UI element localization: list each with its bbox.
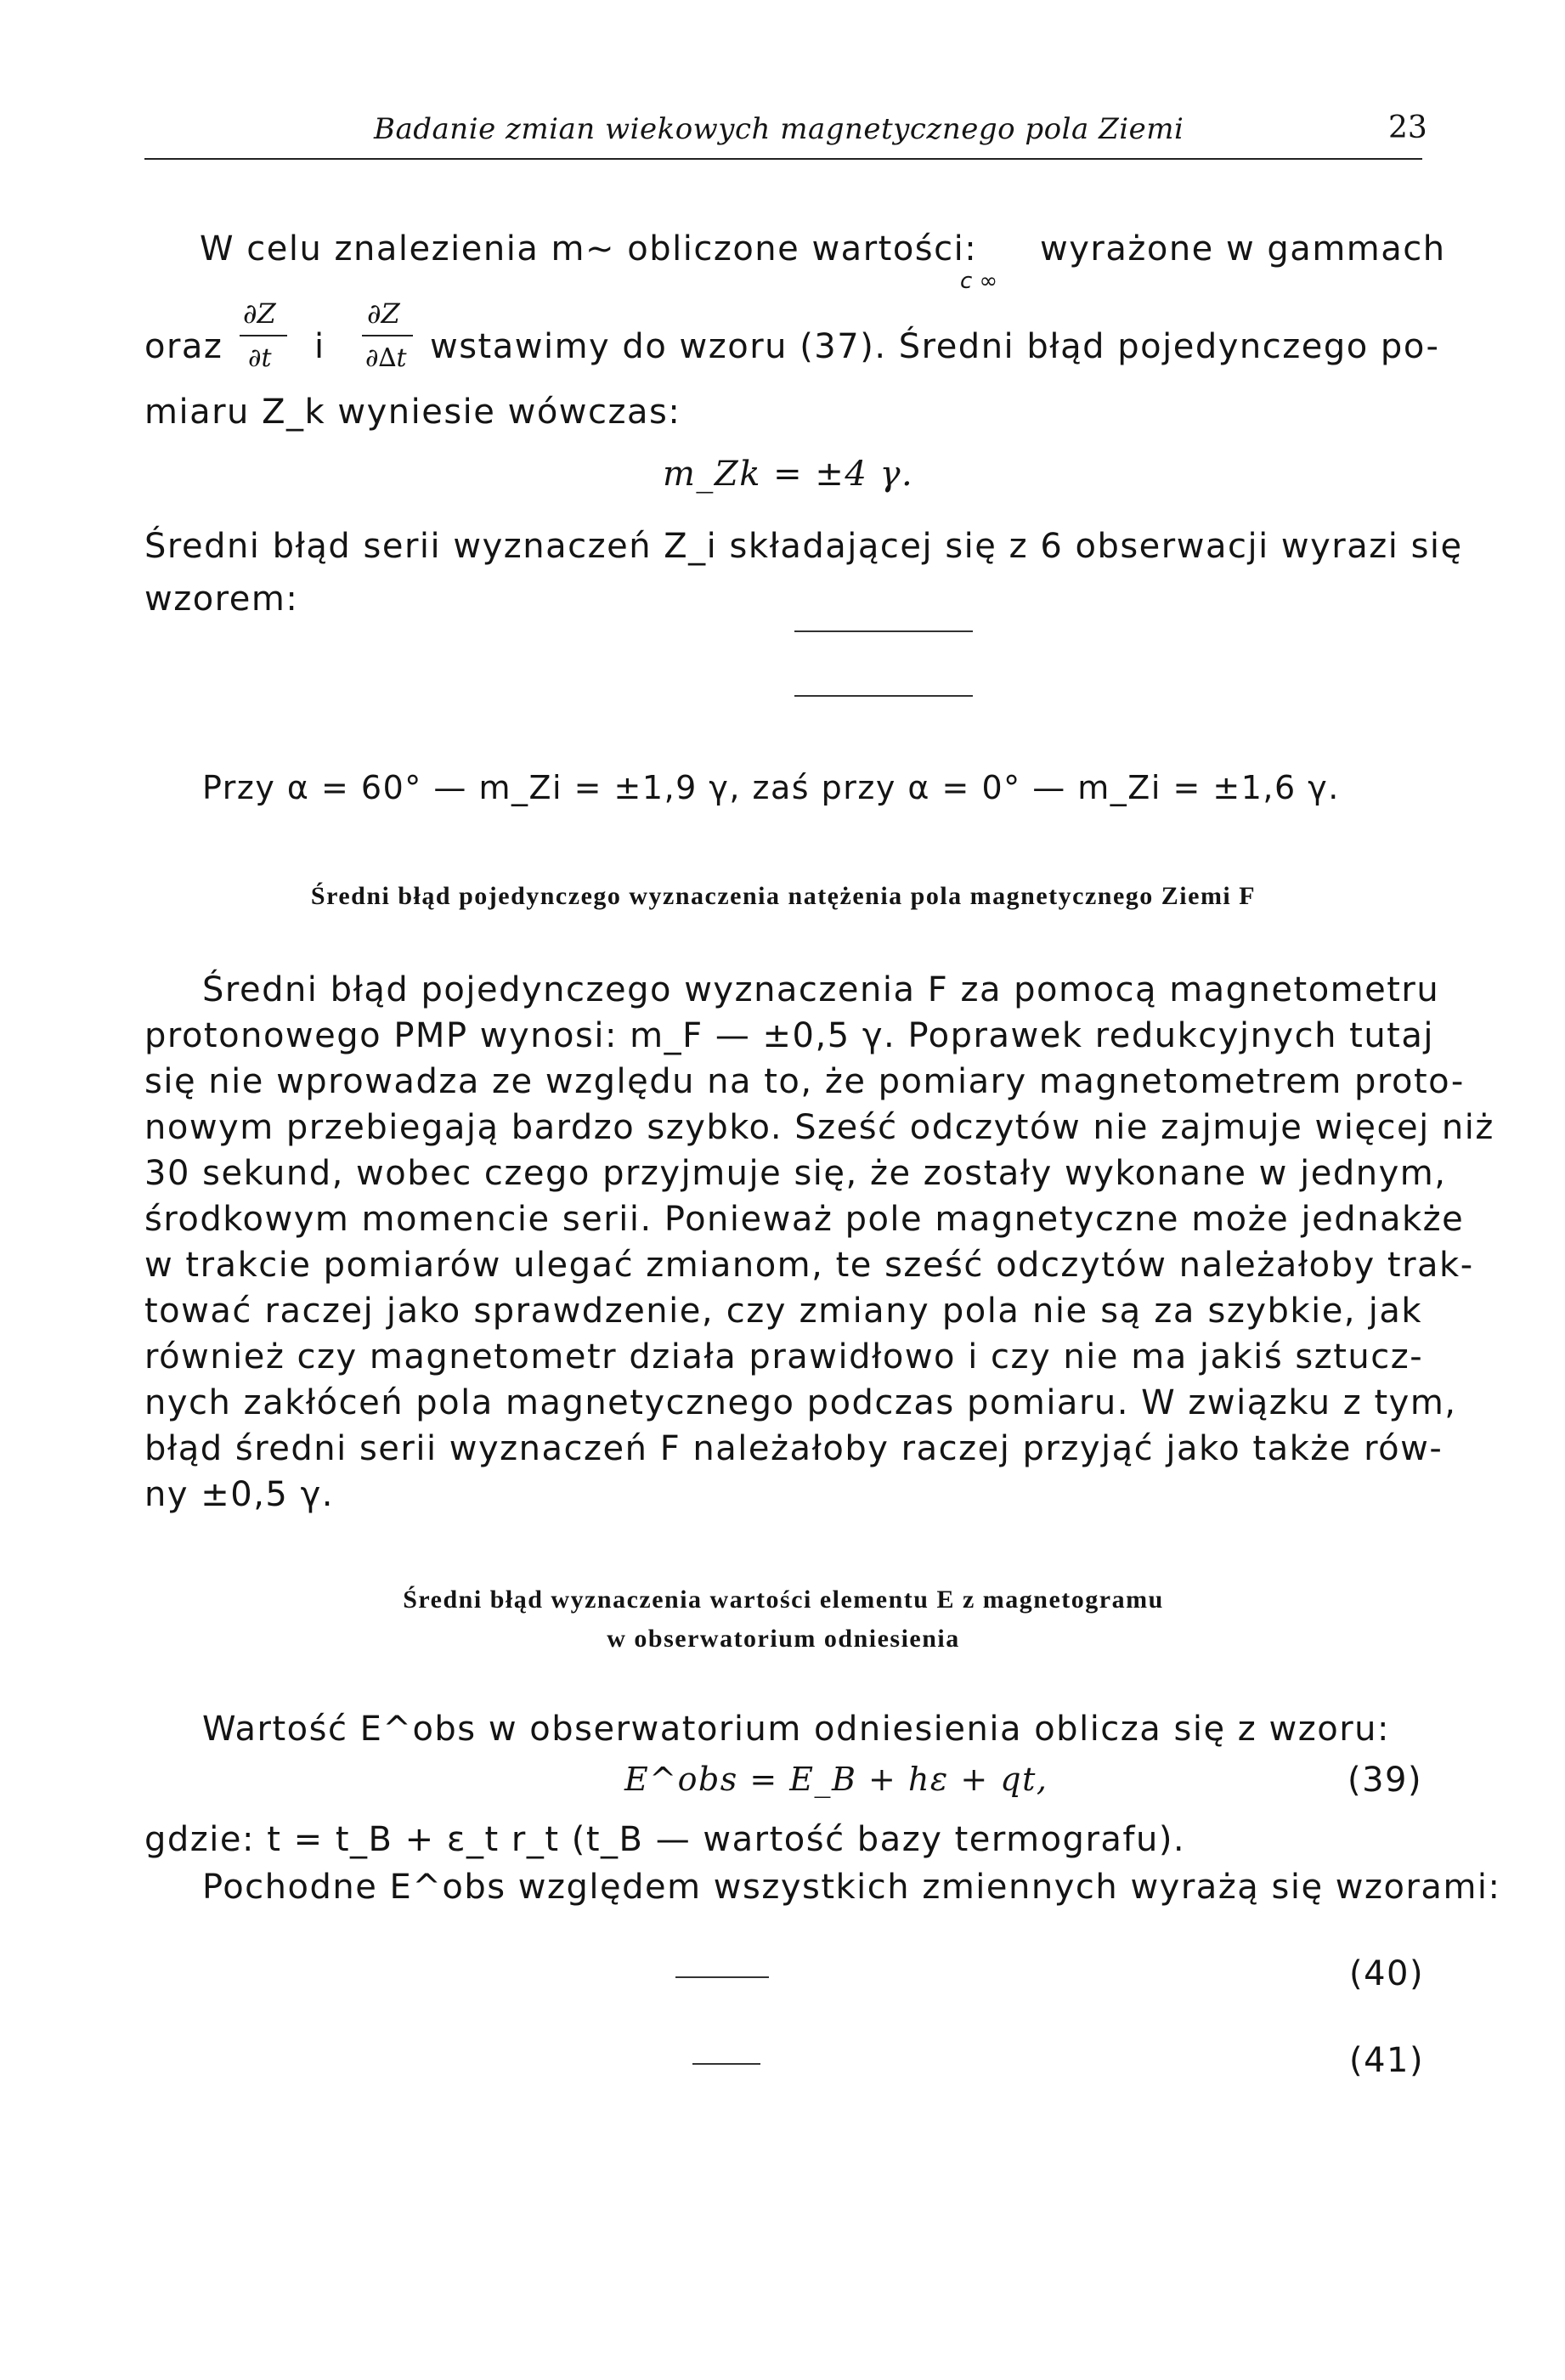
paragraph-line: błąd średni serii wyznaczeń F należałoby raczej przyjąć jako także rów-	[144, 1429, 1444, 1468]
paragraph-line: w trakcie pomiarów ulegać zmianom, te sześć odczytów należałoby trak-	[144, 1246, 1474, 1285]
omitted-formula-line	[794, 695, 973, 697]
paragraph-line: tować raczej jako sprawdzenie, czy zmiany pola nie są za szybkie, jak	[144, 1292, 1422, 1331]
fraction-denominator: ∂t	[248, 343, 272, 373]
paragraph-line: miaru Z_k wyniesie wówczas:	[144, 393, 681, 432]
section-heading-line1: Średni błąd wyznaczenia wartości elementu E z magnetogramu	[403, 1586, 1164, 1614]
paragraph-line: nych zakłóceń pola magnetycznego podczas pomiaru. W związku z tym,	[144, 1383, 1457, 1422]
fraction-subscript: c ∞	[960, 269, 998, 294]
paragraph-line: protonowego PMP wynosi: m_F — ±0,5 γ. Poprawek redukcyjnych tutaj	[144, 1016, 1434, 1055]
paragraph-line: wzorem:	[144, 579, 299, 619]
page-number: 23	[1388, 110, 1427, 145]
omitted-formula-line	[794, 630, 973, 632]
paragraph-line: środkowym momencie serii. Ponieważ pole magnetyczne może jednakże	[144, 1200, 1465, 1239]
paragraph-line: nowym przebiegają bardzo szybko. Sześć odczytów nie zajmuje więcej niż	[144, 1108, 1494, 1147]
fraction-numerator: ∂Z	[243, 297, 276, 330]
equation-number: (40)	[1349, 1954, 1425, 1993]
fraction-denominator: ∂∆t	[365, 343, 407, 373]
formula-mzk: m_Zk = ±4 γ.	[663, 455, 914, 494]
omitted-formula-line	[675, 1976, 769, 1978]
paragraph-line: wyrażone w gammach	[1040, 229, 1446, 269]
equation-number: (41)	[1349, 2041, 1425, 2080]
paragraph-line: Pochodne E^obs względem wszystkich zmiennych wyrażą się wzorami:	[202, 1868, 1501, 1907]
result-line: Przy α = 60° — m_Zi = ±1,9 γ, zaś przy α = 0° — m_Zi = ±1,6 γ.	[202, 769, 1340, 806]
section-heading: Średni błąd pojedynczego wyznaczenia natężenia pola magnetycznego Ziemi F	[310, 882, 1257, 910]
omitted-formula-line	[692, 2063, 760, 2065]
paragraph-line: 30 sekund, wobec czego przyjmuje się, że zostały wykonane w jednym,	[144, 1154, 1447, 1193]
paragraph-word: oraz	[144, 327, 223, 366]
fraction-bar	[362, 335, 413, 336]
paragraph-line: ny ±0,5 γ.	[144, 1475, 334, 1514]
paragraph-line: wstawimy do wzoru (37). Średni błąd pojedynczego po-	[430, 327, 1440, 366]
fraction-numerator: ∂Z	[367, 297, 400, 330]
running-title: Badanie zmian wiekowych magnetycznego pola Ziemi	[374, 112, 1184, 146]
paragraph-line: Średni błąd pojedynczego wyznaczenia F za pomocą magnetometru	[202, 970, 1440, 1009]
header-rule	[144, 158, 1422, 160]
formula-39: E^obs = E_B + hε + qt,	[624, 1761, 1048, 1798]
paragraph-line: się nie wprowadza ze względu na to, że pomiary magnetometrem proto-	[144, 1062, 1465, 1101]
fraction-bar	[240, 335, 287, 336]
paragraph-line: Wartość E^obs w obserwatorium odniesienia oblicza się z wzoru:	[202, 1710, 1390, 1749]
paragraph-line: Średni błąd serii wyznaczeń Z_i składającej się z 6 obserwacji wyrazi się	[144, 527, 1463, 566]
section-heading-line2: w obserwatorium odniesienia	[607, 1625, 960, 1653]
paragraph-line: W celu znalezienia m~ obliczone wartości:	[200, 229, 978, 269]
paragraph-line: również czy magnetometr działa prawidłowo i czy nie ma jakiś sztucz-	[144, 1337, 1424, 1377]
paragraph-word: i	[314, 327, 325, 366]
paragraph-line: gdzie: t = t_B + ε_t r_t (t_B — wartość bazy termografu).	[144, 1820, 1186, 1859]
equation-number: (39)	[1347, 1761, 1423, 1800]
